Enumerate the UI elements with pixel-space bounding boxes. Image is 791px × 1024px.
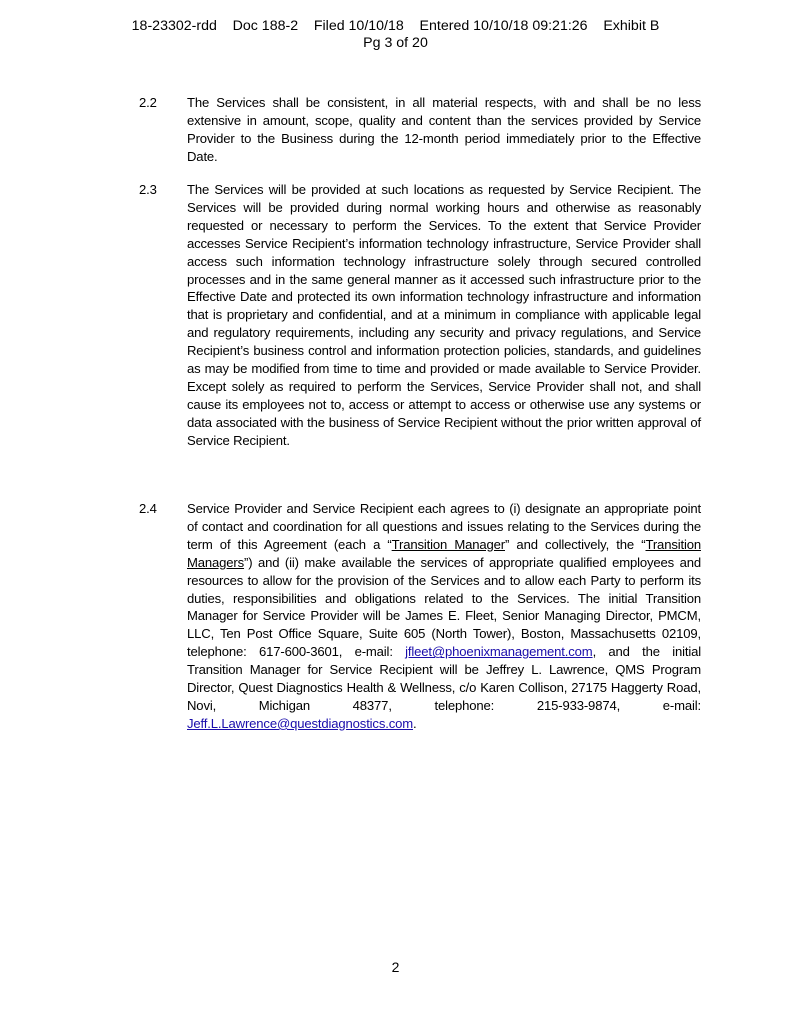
- section-2-3: [139, 181, 701, 450]
- email-link-lawrence[interactable]: Jeff.L.Lawrence@questdiagnostics.com: [187, 715, 414, 731]
- page-number: 2: [391, 959, 400, 975]
- section-body: The Services shall be consistent, in all material respects, with and shall be no less extensive in amount, scope, quality and content than the services provided by Service Provider to the Business during the 12-month period immediately prior to the Effective Date.: [187, 95, 701, 164]
- body-text: , and the initial Transition Manager for Service Recipient will be Jeffrey L. Lawrence, QMS Program Director, Quest Diagnostics Health & Wellness, c/o Karen Collison, 27175 Haggerty Road, Novi, Michigan 48377, telephone: 215-933-9874, e-mail:: [187, 644, 701, 713]
- court-filing-header: [0, 18, 791, 52]
- defined-term-transition-managers: Transition Managers: [187, 536, 701, 570]
- section-number: 2.3: [139, 182, 157, 197]
- body-text: ” and collectively, the “: [505, 536, 646, 552]
- section-number: 2.2: [139, 95, 157, 110]
- section-2-4: [139, 500, 701, 733]
- section-2-2: [139, 94, 701, 166]
- body-text: .: [413, 715, 417, 731]
- section-body: The Services will be provided at such locations as requested by Service Recipient. The Services will be provided during normal working hours and otherwise as reasonably requested or necessary to perform the Services. To the extent that Service Provider accesses Service Recipient’s information technology infrastructure, Service Provider shall access such information technology infrastructure solely through secured controlled processes and in the same general manner as it accessed such infrastructure prior to the Effective Date and protected its own information technology infrastructure and information that is proprietary and confidential, and at a minimum in compliance with applicable legal and regulatory requirements, including any security and privacy regulations, and Service Recipient’s business control and information protection policies, standards, and guidelines as may be modified from time to time and provided or made available to Service Provider. Except solely as required to perform the Services, Service Provider shall not, and shall cause its employees not to, access or attempt to access or otherwise use any systems or data associated with the business of Service Recipient without the prior written approval of Service Recipient.: [187, 182, 701, 448]
- page-of-total: Pg 3 of 20: [363, 35, 428, 51]
- section-body: [187, 500, 701, 733]
- body-text: Service Provider and Service Recipient each agrees to (i) designate an appropriate point of contact and coordination for all questions and issues relating to the Services during the term of this Agreement (each a “: [187, 501, 701, 552]
- section-number: 2.4: [139, 501, 157, 516]
- email-link-fleet[interactable]: jfleet@phoenixmanagement.com: [405, 644, 593, 660]
- filing-header-line: 18-23302-rdd Doc 188-2 Filed 10/10/18 Entered 10/10/18 09:21:26 Exhibit B: [131, 18, 660, 34]
- defined-term-transition-manager: Transition Manager: [391, 536, 505, 552]
- body-text: ”) and (ii) make available the services of appropriate qualified employees and resources to allow for the provision of the Services and to allow each Party to perform its duties, responsibilities and obligations related to the Services. The initial Transition Manager for Service Provider will be James E. Fleet, Senior Managing Director, PMCM, LLC, Ten Post Office Square, Suite 605 (North Tower), Boston, Massachusetts 02109, telephone: 617-600-3601, e-mail:: [187, 554, 701, 660]
